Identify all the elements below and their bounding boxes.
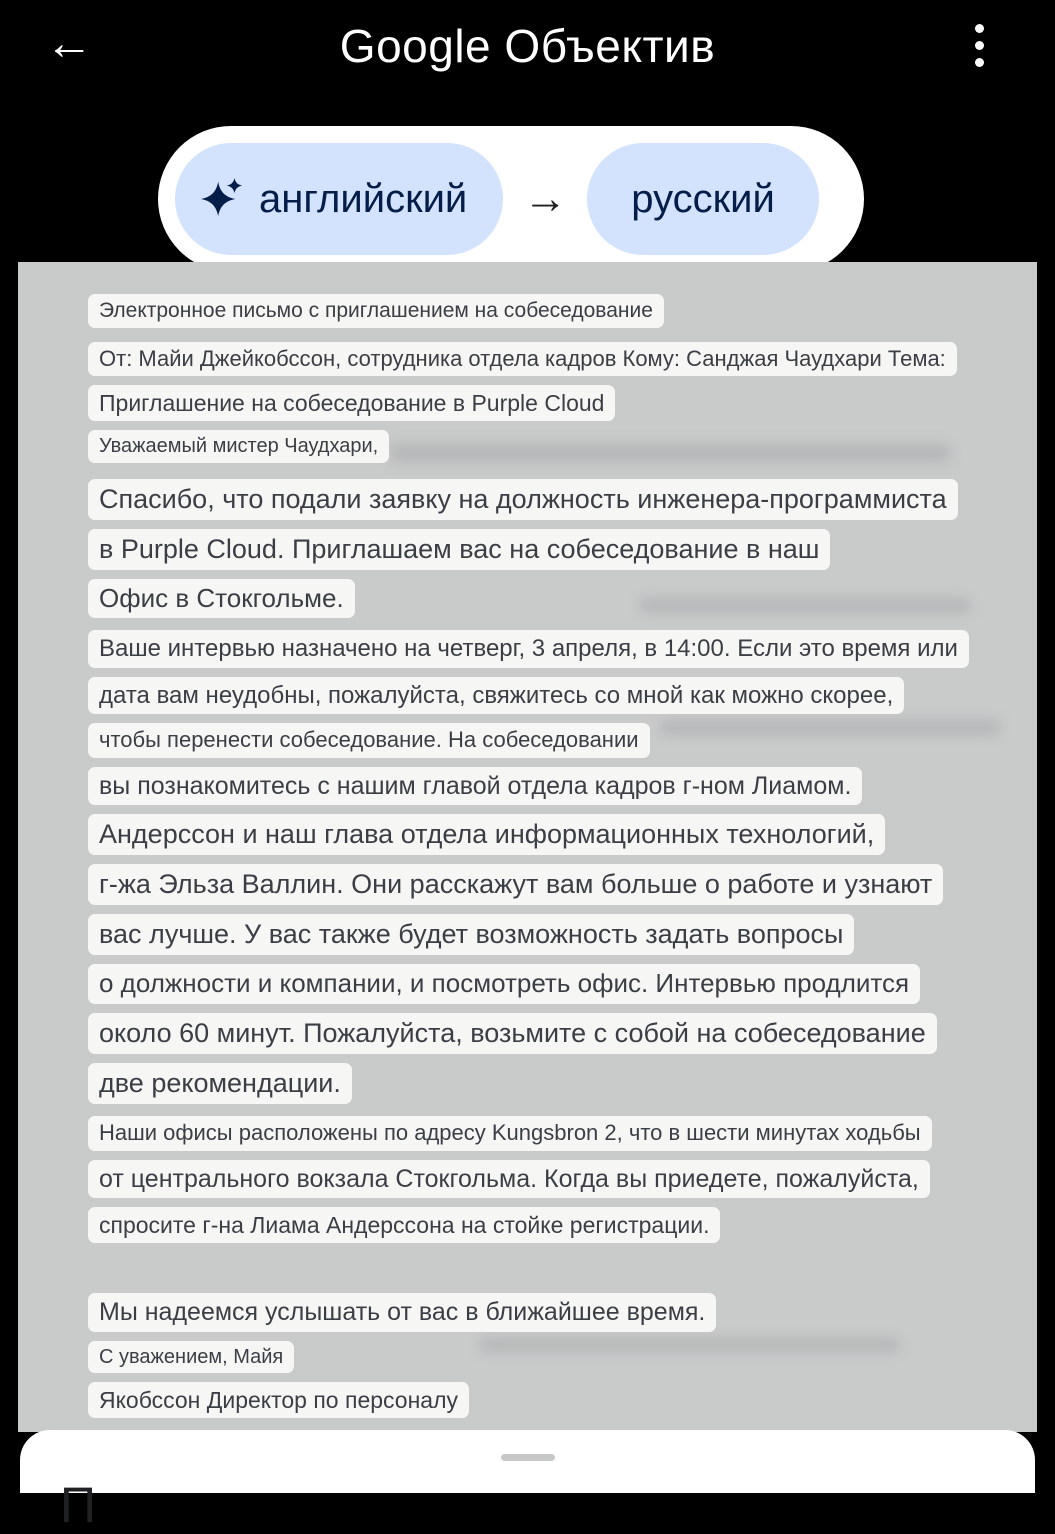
translation-line[interactable]: Мы надеемся услышать от вас в ближайшее время. — [88, 1293, 716, 1332]
app-header — [0, 0, 1055, 92]
language-bar — [158, 126, 864, 272]
back-button[interactable] — [34, 8, 104, 78]
translation-line[interactable]: вы познакомитесь с нашим главой отдела кадров г-ном Лиамом. — [88, 767, 862, 806]
results-bottom-sheet[interactable] — [20, 1430, 1035, 1533]
target-language-chip[interactable] — [587, 143, 819, 255]
translation-line[interactable]: Якобссон Директор по персоналу — [88, 1382, 469, 1418]
sparkle-icon — [199, 176, 245, 222]
translation-line[interactable]: Уважаемый мистер Чаудхари, — [88, 430, 389, 462]
source-language-chip[interactable] — [175, 143, 503, 255]
translation-line[interactable]: Электронное письмо с приглашением на собеседование — [88, 294, 664, 328]
menu-dot-icon — [975, 41, 984, 50]
translation-line[interactable]: спросите г-на Лиама Андерссона на стойке регистрации. — [88, 1207, 720, 1243]
translation-line[interactable]: дата вам неудобны, пожалуйста, свяжитесь со мной как можно скорее, — [88, 677, 904, 714]
bottom-sheet-partial-text: П — [60, 1477, 96, 1533]
target-language-label: русский — [631, 176, 775, 221]
translation-line[interactable]: Офис в Стокгольме. — [88, 579, 355, 619]
translation-line[interactable]: От: Майи Джейкобссон, сотрудника отдела кадров Кому: Санджая Чаудхари Тема: — [88, 342, 957, 377]
back-arrow-icon: ← — [45, 16, 93, 70]
translation-line[interactable]: в Purple Cloud. Приглашаем вас на собеседование в наш — [88, 529, 830, 570]
menu-dot-icon — [975, 24, 984, 33]
translation-line[interactable]: Спасибо, что подали заявку на должность инженера-программиста — [88, 479, 958, 520]
translation-line[interactable]: г-жа Эльза Валлин. Они расскажут вам больше о работе и узнают — [88, 864, 943, 905]
translation-line[interactable]: о должности и компании, и посмотреть офис. Интервью продлится — [88, 964, 920, 1004]
translation-line[interactable]: от центрального вокзала Стокгольма. Когда вы приедете, пожалуйста, — [88, 1160, 930, 1199]
source-language-label: английский — [259, 176, 468, 221]
translation-line[interactable]: С уважением, Майя — [88, 1341, 294, 1373]
translation-line[interactable]: Приглашение на собеседование в Purple Cloud — [88, 385, 615, 421]
translation-line[interactable]: Ваше интервью назначено на четверг, 3 апреля, в 14:00. Если это время или — [88, 630, 969, 667]
translation-line[interactable]: около 60 минут. Пожалуйста, возьмите с собой на собеседование — [88, 1013, 937, 1054]
translation-line[interactable]: Наши офисы расположены по адресу Kungsbron 2, что в шести минутах ходьбы — [88, 1116, 932, 1151]
translation-line[interactable]: Андерссон и наш глава отдела информационных технологий, — [88, 814, 885, 855]
camera-image — [18, 262, 1037, 1432]
menu-dot-icon — [975, 58, 984, 67]
translated-text-overlay — [18, 262, 1037, 1418]
overflow-menu-button[interactable] — [955, 12, 1003, 78]
translation-line[interactable]: чтобы перенести собеседование. На собеседовании — [88, 723, 650, 758]
page-title: Google Объектив — [339, 20, 716, 72]
translate-arrow-icon: → — [523, 174, 568, 223]
translation-line[interactable]: две рекомендации. — [88, 1063, 352, 1104]
drag-handle[interactable] — [501, 1454, 555, 1461]
translation-line[interactable]: вас лучше. У вас также будет возможность задать вопросы — [88, 914, 854, 955]
